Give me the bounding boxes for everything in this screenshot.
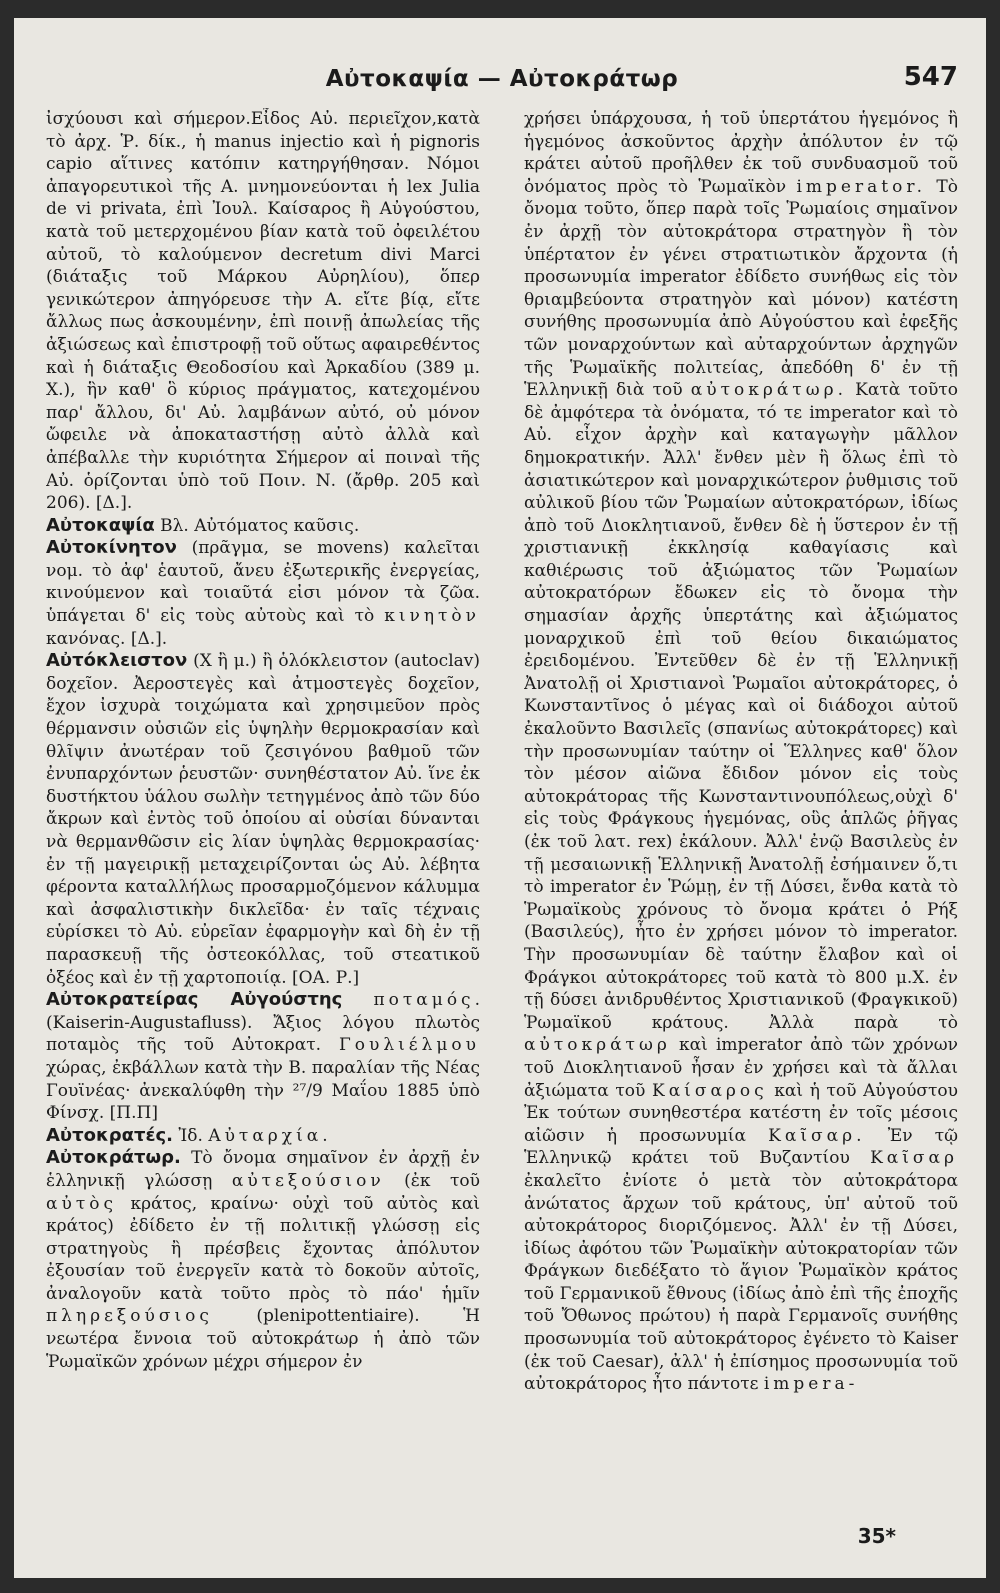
entry-text: Ἰδ. bbox=[173, 1125, 209, 1146]
entry-text: Τὸ ὄνομα τοῦτο, ὅπερ παρὰ τοῖς Ῥωμαίοις σημαῖνον ἐν ἀρχῇ τὸν αὐτοκράτορα στρατηγὸν ἢ τὸν ὑπέρτατον ἐν γένει στρατιωτικὸν ἄρχοντα (ἡ προσωνυμία imperator ἐδίδετο συνήθως εἰς τὸν θριαμβεύοντα στρατηγὸν καὶ μόνον) κατέστη συνήθης προσωνυμία ἀπὸ Αὐγούστου καὶ ἐφεξῆς τῶν μοναρχούντων καὶ αὐταρχούντων ἀρχηγῶν τῆς Ῥωμαϊκῆς πολιτείας, ἀπεδόθη δ' ἐν τῇ Ἑλληνικῇ διὰ τοῦ bbox=[524, 176, 958, 401]
entry-autokleiston bbox=[46, 650, 480, 989]
entry-text: Τὸ ὄνομα σημαῖνον ἐν ἀρχῇ ἐν ἑλληνικῇ γλώσσῃ bbox=[46, 1148, 480, 1191]
entry-text: (Χ ἢ μ.) ἢ ὁλόκλειστον (autoclav) δοχεῖον. Ἀεροστεγὲς καὶ ἀτμοστεγὲς δοχεῖον, ἔχον ἰσχυρὰ τοιχώματα καὶ χρησιμεῦον πρὸς θέρμανσιν οὐσιῶν εἰς ὑψηλὴν θερμοκρασίαν καὶ θλῖψιν ἀνωτέραν τοῦ ζεσιγόνου βαθμοῦ τῶν ἐνυπαρχόντων ῥευστῶν· συνηθέστατον Αὐ. ἵνε ἐκ δυστήκτου ὑάλου σωλὴν τετηγμένος ἀπὸ τῶν δύο ἄκρων καὶ ἐντὸς τοῦ ὁποίου αἱ οὐσίαι δύνανται νὰ θερμανθῶσιν εἰς λίαν ὑψηλὰς θερμοκρασίας· ἐν τῇ μαγειρικῇ μεταχειρίζονται ὡς Αὐ. λέβητα φέροντα καταλλήλως προσαρμοζόμενον κάλυμμα καὶ ἀσφαλιστικὴν δικλεῖδα· ἐν ταῖς τέχναις εὑρίσκει τὸ Αὐ. εὐρεῖαν ἐφαρμογὴν καὶ δὴ ἐν τῇ παρασκευῇ τῆς ὀστεοκόλλας, τοῦ στεατικοῦ ὀξέος καὶ ἐν τῇ χαρτοποιίᾳ. [ΟΑ. Ρ.] bbox=[46, 651, 480, 988]
entry-text: (ἐκ τοῦ bbox=[384, 1170, 480, 1191]
entry-text: καὶ ἡ τοῦ Αὐγούστου Ἐκ τούτων συνηθεστέρα κατέστη ἐν τοῖς μέσοις αἰῶσιν ἡ προσωνυμία bbox=[524, 1080, 958, 1146]
spaced-term: Γουλιέλμου bbox=[339, 1035, 480, 1056]
spaced-term: αὐτοκράτωρ. bbox=[690, 380, 847, 401]
entry-continuation bbox=[46, 108, 480, 515]
headword: Αὐτοκρατείρας Αὐγούστης bbox=[46, 989, 343, 1011]
spaced-term: πληρεξούσιος bbox=[46, 1306, 213, 1327]
spaced-term: ποταμός bbox=[373, 990, 475, 1011]
entry-text: . (Kaiserin-Augustafluss). Ἄξιος λόγου πλωτὸς ποταμὸς τῆς τοῦ Αὐτοκρατ. bbox=[46, 990, 480, 1056]
headword: Αὐτόκλειστον bbox=[46, 650, 188, 672]
entry-autokrates bbox=[46, 1125, 480, 1148]
left-column bbox=[46, 108, 480, 1396]
entry-text: ἰσχύουσι καὶ σήμερον.Εἶδος Αὐ. περιεῖχον,κατὰ τὸ ἀρχ. Ῥ. δίκ., ἡ manus injectio καὶ ἡ pignoris capio αἵτινες κατόπιν κατηργήθησαν. Νόμοι ἀπαγορευτικοὶ τῆς Α. μνημονεύονται ἡ lex Julia de vi privata, ἐπὶ Ἰουλ. Καίσαρος ἢ Αὐγούστου, κατὰ τοῦ μετερχομένου βίαν κατὰ τοῦ ὀφειλέτου αὐτοῦ, τὸ καλούμενον decretum divi Marci (διάταξις τοῦ Μάρκου Αὐρηλίου), ὅπερ γενικώτερον ἀπηγόρευσε τὴν Α. εἴτε βίᾳ, εἴτε ἄλλως πως ἀσκουμένην, ἐπὶ ποινῇ ἀπωλείας τῆς ἀξιώσεως καὶ ἐπιστροφῇ τοῦ οὕτως αφαιρεθέντος καὶ ἡ διάταξις Θεοδοσίου καὶ Ἀρκαδίου (389 μ. Χ.), ἣν καθ' ὃ κύριος πράγματος, κατεχομένου παρ' ἄλλου, δι' Αὐ. λαμβάνων αὐτό, οὐ μόνον ὤφειλε νὰ ἀποκαταστήσῃ αὐτὸ ἀλλὰ καὶ ἀπέβαλλε τὴν κυριότητα Σήμερον αἱ ποιναὶ τῆς Αὐ. ὁρίζονται ὑπὸ τοῦ Ποιν. Ν. (ἄρθρ. 205 καὶ 206). [Δ.]. bbox=[46, 109, 480, 514]
spaced-term: imperator. bbox=[796, 176, 926, 197]
page-number: 547 bbox=[903, 62, 958, 92]
entry-text: Ἐν τῷ Ἑλληνικῷ κράτει τοῦ Βυζαντίου bbox=[524, 1125, 958, 1169]
entry-text: Βλ. Αὐτόματος καῦσις. bbox=[154, 515, 360, 536]
entry-text: Κατὰ τοῦτο δὲ ἀμφότερα τὰ ὀνόματα, τό τε imperator καὶ τὸ Αὐ. εἶχον ἀρχὴν καὶ καταγωγὴν μᾶλλον δημοκρατικήν. Ἀλλ' ἔνθεν μὲν ἢ ὅλως ἐπὶ τὸ ἀσιατικώτερον καὶ μοναρχικώτερον ῥυθμισις τοῦ αὐλικοῦ βίου τῶν Ῥωμαίων αὐτοκρατόρων, ἰδίως ἀπὸ τοῦ Διοκλητιανοῦ, ἔνθεν δὲ ἡ ὕστερον ἐν τῇ χριστιανικῇ ἐκκλησίᾳ καθαγίασις καὶ καθιέρωσις τοῦ ἀξιώματος τῶν Ῥωμαίων αὐτοκρατόρων ἔδωκεν εἰς τὸ ὄνομα τὴν σημασίαν ἀρχῆς ὑπερτάτης καὶ ἀξιώματος μοναρχικοῦ ἐπὶ τοῦ θείου δικαιώματος ἐρειδομένου. Ἐντεῦθεν δὲ ἐν τῇ Ἑλληνικῇ Ἀνατολῇ οἱ Χριστιανοὶ Ῥωμαῖοι αὐτοκράτορες, ὁ Κωνσταντῖνος ὁ μέγας καὶ οἱ διάδοχοι αὐτοῦ ἐκαλοῦντο Βασιλεῖς (σπανίως αὐτοκράτορες) καὶ τὴν προσωνυμίαν ταύτην οἱ Ἕλληνες καθ' ὅλον τὸν μέσον αἰῶνα ἔδιδον μόνον εἰς τοὺς αὐτοκράτορας τῆς Κωνσταντινουπόλεως,οὐχὶ δ' εἰς τοὺς Φράγκους ἡγεμόνας, οὓς ἁπλῶς ῥῆγας (ἐκ τοῦ λατ. rex) ἐκάλουν. Ἀλλ' ἐνῷ Βασιλεὺς ἐν τῇ μεσαιωνικῇ Ἑλληνικῇ Ἀνατολῇ ἐσήμαινεν ὅ,τι τὸ imperator ἐν Ῥώμῃ, ἐν τῇ Δύσει, ἔνθα κατὰ τὸ Ῥωμαϊκοὺς χρόνους τὸ ὄνομα κράτει ὁ Ρήξ (Βασιλεύς), ἦτο ἐν χρήσει μόνον τὸ imperator. Τὴν προσωνυμίαν δὲ ταύτην ἔλαβον καὶ οἱ Φράγκοι αὐτοκράτορες τοῦ κατὰ τὸ 800 μ.Χ. ἐν τῇ δύσει ἀνιδρυθέντος Χριστιανικοῦ (Φραγκικοῦ) Ῥωμαϊκοῦ κράτους. Ἀλλὰ παρὰ τὸ bbox=[524, 380, 958, 1033]
spaced-term: αὐτὸς bbox=[46, 1193, 117, 1214]
page-header bbox=[46, 58, 958, 102]
entry-autokrator-continued bbox=[524, 108, 958, 1396]
entry-autokapsia bbox=[46, 515, 480, 538]
entry-autokrator bbox=[46, 1147, 480, 1373]
spaced-term: Καῖσαρ bbox=[870, 1148, 958, 1169]
headword: Αὐτοκίνητον bbox=[46, 537, 177, 559]
dictionary-page bbox=[14, 18, 986, 1578]
entry-text: ἐκαλεῖτο ἐνίοτε ὁ μετὰ τὸν αὐτοκράτορα ἀνώτατος ἄρχων τοῦ κράτους, ὑπ' αὐτοῦ τοῦ αὐτοκράτορος διοριζόμενος. Ἀλλ' ἐν τῇ Δύσει, ἰδίως ἀφότου τῶν Ῥωμαϊκὴν αὐτοκρατορίαν τῶν Φράγκων διεδέξατο τὸ ἅγιον Ῥωμαϊκὸν κράτος τοῦ Γερμανικοῦ ἔθνους (ἰδίως ἀπὸ ἐπὶ τῆς ἐποχῆς τοῦ Ὄθωνος πρώτου) ἡ παρὰ Γερμανοῖς συνήθης προσωνυμία τοῦ αὐτοκράτορος ἐγένετο τὸ Kaiser (ἐκ τοῦ Caesar), ἀλλ' ἡ ἐπίσημος προσωνυμία τοῦ αὐτοκράτορος ἦτο πάντοτε bbox=[524, 1170, 958, 1395]
right-column bbox=[524, 108, 958, 1396]
entry-autokrateiras bbox=[46, 989, 480, 1125]
entry-text: (πρᾶγμα, se movens) καλεῖται νομ. τὸ ἀφ' ἑαυτοῦ, ἄνευ ἐξωτερικῆς ἐνεργείας, κινούμενον καὶ τοιαῦτά εἰσι μόνον τὰ ζῶα. ὑπάγεται δ' εἰς τοὺς αὐτοὺς καὶ τὸ bbox=[46, 538, 480, 627]
entry-text: κανόνας. [Δ.]. bbox=[46, 628, 168, 649]
spaced-term: Αὐταρχία. bbox=[208, 1125, 332, 1146]
spaced-term: Καίσαρος bbox=[652, 1080, 768, 1101]
entry-text: (plenipottentiaire). Ἡ νεωτέρα ἔννοια τοῦ αὐτοκράτωρ ἡ ἀπὸ τῶν Ῥωμαϊκῶν χρόνων μέχρι σήμερον ἐν bbox=[46, 1306, 480, 1372]
entry-autokineton bbox=[46, 537, 480, 650]
entry-text: χρήσει ὑπάρχουσα, ἡ τοῦ ὑπερτάτου ἡγεμόνος ἢ ἡγεμόνος ἀσκοῦντος ἀρχὴν ἀπόλυτον ἐν τῷ κράτει αὐτοῦ προῆλθεν ἐκ τοῦ συνδυασμοῦ τοῦ ὀνόματος πρὸς τὸ Ῥωμαϊκὸν bbox=[524, 109, 958, 197]
printer-signature: 35* bbox=[857, 1524, 896, 1548]
spaced-term: αὐτεξούσιον bbox=[231, 1170, 385, 1191]
headword: Αὐτοκράτωρ. bbox=[46, 1147, 181, 1169]
spaced-term: Καῖσαρ. bbox=[768, 1125, 866, 1146]
entry-text: κράτος, κραίνω· οὐχὶ τοῦ αὐτὸς καὶ κράτος) ἐδίδετο ἐν τῇ πολιτικῇ γλώσσῃ εἰς στρατηγοὺς ἢ πρέσβεις ἔχοντας ἀπόλυτον ἐξουσίαν τοῦ ἐνεργεῖν κατὰ τὸ δοκοῦν αὐτοῖς, ἀναλογοῦν κατὰ τοῦτο πρὸς τὸ πάο' ἡμῖν bbox=[46, 1193, 480, 1304]
spaced-term: κινητὸν bbox=[384, 606, 480, 627]
running-title: Αὐτοκαψία — Αὐτοκράτωρ bbox=[325, 66, 679, 92]
entry-text: καὶ imperator ἀπὸ τῶν χρόνων τοῦ Διοκλητιανοῦ ἦσαν ἐν χρήσει καὶ τὰ ἄλλαι ἀξιώματα τοῦ bbox=[524, 1035, 958, 1101]
spaced-term: impera- bbox=[763, 1374, 859, 1395]
entry-text: χώρας, ἐκβάλλων κατὰ τὴν Β. παραλίαν τῆς Νέας Γουϊνέας· ἀνεκαλύφθη τὴν ²⁷/9 Μαΐου 1885 ὑπὸ Φίνσχ. [Π.Π] bbox=[46, 1057, 480, 1124]
headword: Αὐτοκρατές. bbox=[46, 1124, 173, 1146]
spaced-term: αὐτοκράτωρ bbox=[524, 1035, 671, 1056]
headword: Αὐτοκαψία bbox=[46, 514, 155, 536]
